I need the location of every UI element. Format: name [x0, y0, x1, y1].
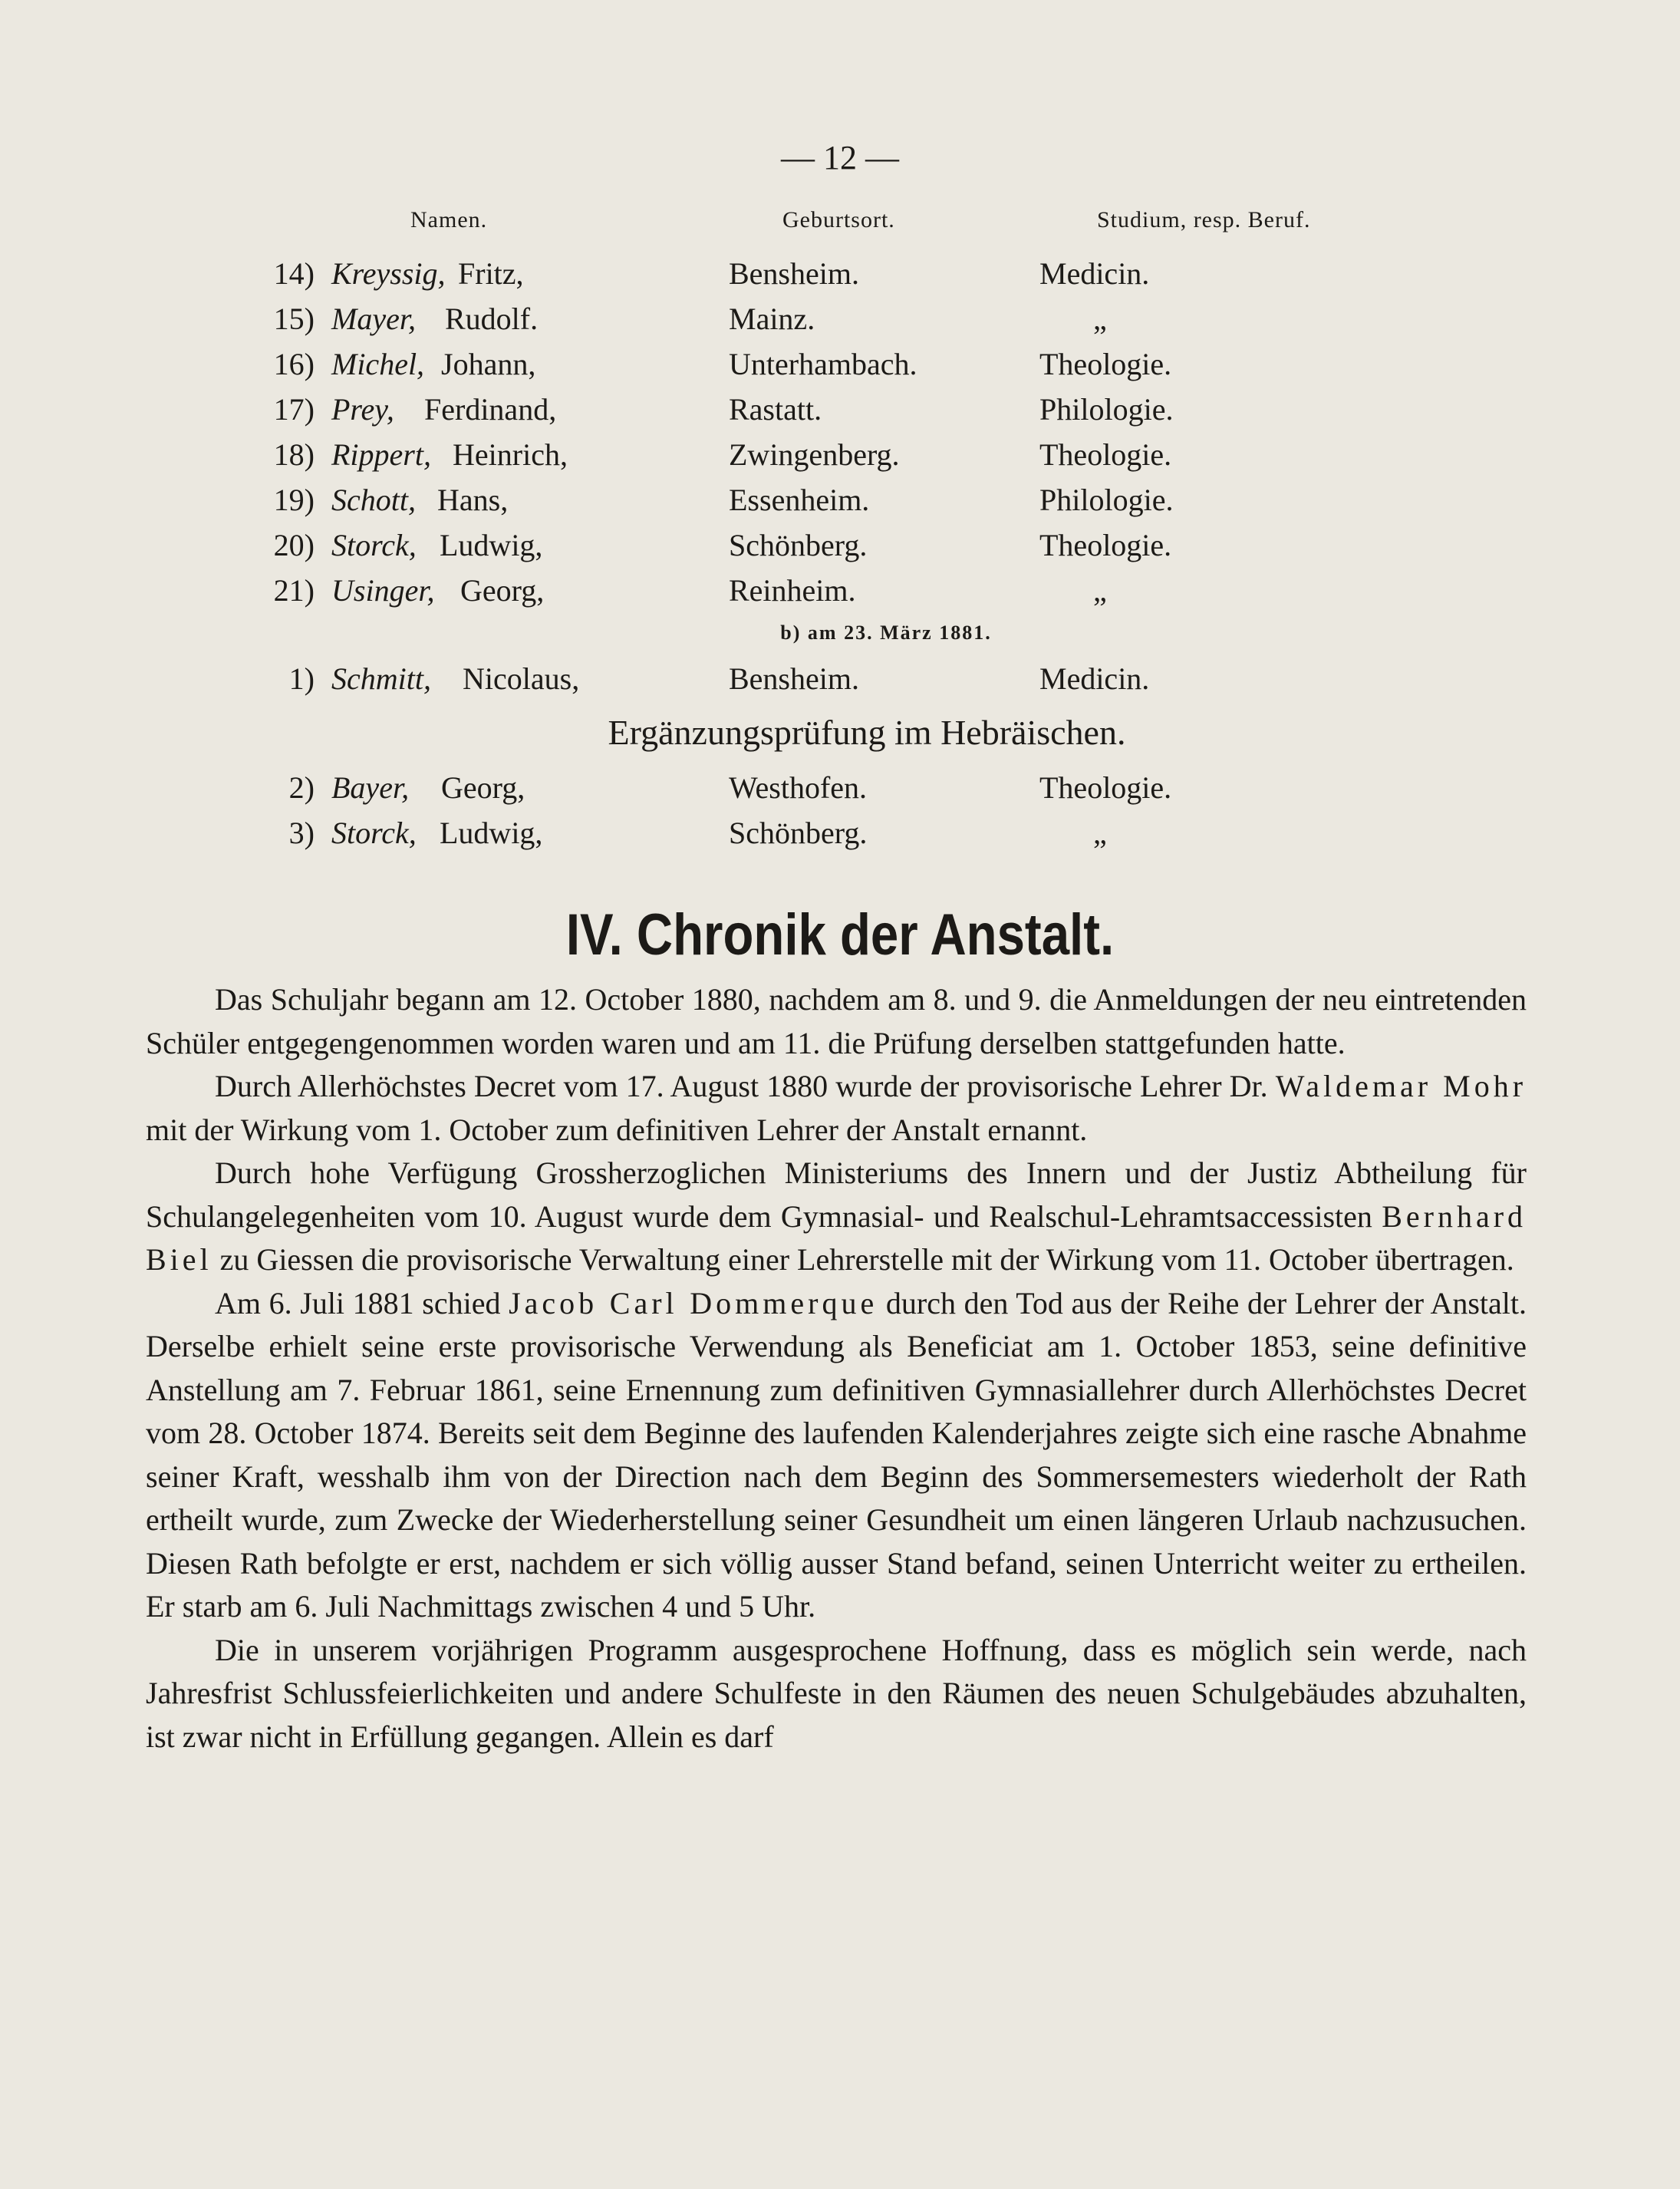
hebrew-exam-heading: Ergänzungsprüfung im Hebräischen.: [608, 713, 1126, 752]
surname: Schott,: [331, 483, 416, 517]
row-number: 16): [273, 347, 315, 381]
surname: Mayer,: [331, 302, 416, 336]
person-name: Jacob Carl Dommerque: [509, 1285, 878, 1320]
birthplace: Westhofen.: [729, 770, 868, 805]
first-name: Fritz,: [458, 256, 524, 291]
birthplace: Bensheim.: [729, 661, 859, 696]
study-ditto: „: [1093, 573, 1107, 608]
row-number: 3): [288, 816, 315, 850]
first-name: Johann,: [441, 347, 536, 381]
birthplace: Rastatt.: [729, 392, 822, 427]
row-number: 15): [273, 302, 315, 336]
table-row: [0, 815, 1680, 861]
paragraph: [146, 1629, 1527, 1759]
study: Philologie.: [1039, 483, 1174, 517]
study: Theologie.: [1039, 347, 1172, 381]
birthplace: Bensheim.: [729, 256, 859, 291]
table-row: [0, 482, 1680, 528]
study: Medicin.: [1039, 661, 1150, 696]
surname: Usinger,: [331, 573, 435, 608]
paragraph-text: Durch hohe Verfügung Grossherzoglichen Ministeriums des Innern und der Justiz Abtheilung für Schulangelegenheiten vom 10. August wurde dem Gymnasial- und Realschul-Lehramtsaccessisten: [146, 1155, 1527, 1234]
paragraph: [146, 1065, 1527, 1152]
table-row: [0, 527, 1680, 573]
paragraph: [146, 1282, 1527, 1629]
table-row: [0, 391, 1680, 437]
first-name: Georg,: [441, 770, 525, 805]
column-header-birthplace: Geburtsort.: [782, 207, 895, 232]
page-number: — 12 —: [781, 139, 899, 176]
person-name: Bernhard Biel: [146, 1198, 1527, 1277]
study-ditto: „: [1093, 816, 1107, 850]
study: Philologie.: [1039, 392, 1174, 427]
row-number: 1): [288, 661, 315, 696]
study: Theologie.: [1039, 528, 1172, 562]
first-name: Heinrich,: [453, 437, 568, 472]
surname: Schmitt,: [331, 661, 431, 696]
paragraph-text: Das Schuljahr begann am 12. October 1880, nachdem am 8. und 9. die Anmeldungen der neu eintretenden Schüler entgegengenommen worden waren und am 11. die Prüfung derselben stattgefunden hatte.: [146, 982, 1527, 1060]
paragraph-text: Durch Allerhöchstes Decret vom 17. August 1880 wurde der provisorische Lehrer Dr.: [215, 1069, 1268, 1103]
table-row: [0, 301, 1680, 347]
first-name: Ludwig,: [440, 816, 543, 850]
paragraph-text: zu Giessen die provisorische Verwaltung einer Lehrerstelle mit der Wirkung vom 11. October übertragen.: [219, 1242, 1514, 1277]
birthplace: Reinheim.: [729, 573, 856, 608]
first-name: Ferdinand,: [424, 392, 557, 427]
table-row: [0, 255, 1680, 302]
birthplace: Unterhambach.: [729, 347, 917, 381]
row-number: 21): [273, 573, 315, 608]
surname: Kreyssig,: [331, 256, 446, 291]
surname: Storck,: [331, 528, 417, 562]
person-name: Waldemar Mohr: [1275, 1069, 1527, 1103]
surname: Rippert,: [331, 437, 431, 472]
chronicle-text: [146, 978, 1527, 1759]
birthplace: Schönberg.: [729, 528, 868, 562]
study: Theologie.: [1039, 770, 1172, 805]
table-row: [0, 661, 1680, 707]
row-number: 2): [288, 770, 315, 805]
paragraph: [146, 1152, 1527, 1282]
study-ditto: „: [1093, 302, 1107, 336]
surname: Storck,: [331, 816, 417, 850]
table-row: [0, 572, 1680, 618]
first-name: Georg,: [460, 573, 545, 608]
birthplace: Zwingenberg.: [729, 437, 900, 472]
row-number: 14): [273, 256, 315, 291]
table-row: [0, 770, 1680, 816]
row-number: 18): [273, 437, 315, 472]
study: Theologie.: [1039, 437, 1172, 472]
paragraph-text: mit der Wirkung vom 1. October zum definitiven Lehrer der Anstalt ernannt.: [146, 1112, 1088, 1147]
row-number: 17): [273, 392, 315, 427]
birthplace: Schönberg.: [729, 816, 868, 850]
surname: Michel,: [331, 347, 425, 381]
birthplace: Essenheim.: [729, 483, 870, 517]
paragraph-text: durch den Tod aus der Reihe der Lehrer der Anstalt. Derselbe erhielt seine erste provisorische Verwendung als Beneficiat am 1. October 1853, seine definitive Anstellung am 7. Februar 1861, seine Ernennung zum definitiven Gymnasiallehrer durch Allerhöchstes Decret vom 28. October 1874. Bereits seit dem Beginne des laufenden Kalenderjahres zeigte sich eine rasche Abnahme seiner Kraft, wesshalb ihm von der Direction nach dem Beginn des Sommersemesters wiederholt der Rath ertheilt wurde, zum Zwecke der Wiederherstellung seiner Gesundheit um einen längeren Urlaub nachzusuchen. Diesen Rath befolgte er erst, nachdem er sich völlig ausser Stand befand, seinen Unterricht weiter zu ertheilen. Er starb am 6. Juli Nachmittags zwischen 4 und 5 Uhr.: [146, 1285, 1527, 1624]
surname: Prey,: [331, 392, 394, 427]
table-row: [0, 437, 1680, 483]
first-name: Ludwig,: [440, 528, 543, 562]
column-header-study: Studium, resp. Beruf.: [1097, 207, 1311, 232]
study: Medicin.: [1039, 256, 1150, 291]
paragraph-text: Die in unserem vorjährigen Programm ausgesprochene Hoffnung, dass es möglich sein werde, nach Jahresfrist Schlussfeierlichkeiten und andere Schulfeste in den Räumen des neuen Schulgebäudes abzuhalten, ist zwar nicht in Erfüllung gegangen. Allein es darf: [146, 1632, 1527, 1754]
row-number: 19): [273, 483, 315, 517]
row-number: 20): [273, 528, 315, 562]
paragraph: [146, 978, 1527, 1065]
column-header-names: Namen.: [410, 207, 488, 232]
first-name: Rudolf.: [445, 302, 539, 336]
first-name: Hans,: [437, 483, 509, 517]
subheading-b: b) am 23. März 1881.: [780, 621, 992, 644]
first-name: Nicolaus,: [463, 661, 580, 696]
table-row: [0, 346, 1680, 392]
section-title: IV. Chronik der Anstalt.: [565, 902, 1115, 968]
surname: Bayer,: [331, 770, 410, 805]
birthplace: Mainz.: [729, 302, 815, 336]
paragraph-text: Am 6. Juli 1881 schied: [215, 1285, 501, 1320]
